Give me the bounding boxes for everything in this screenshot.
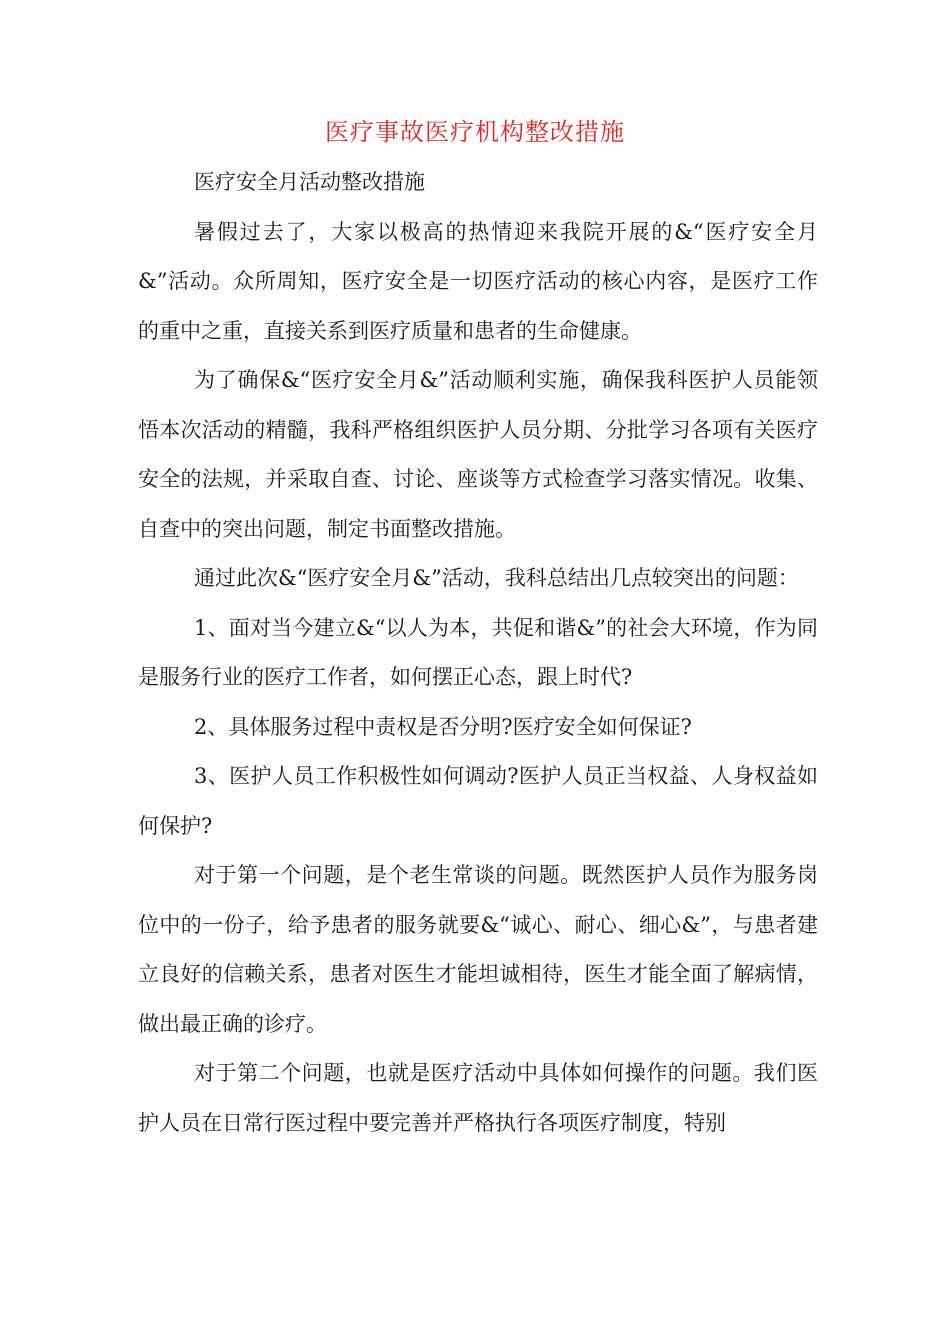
body-paragraph: 为了确保&“医疗安全月&”活动顺利实施，确保我科医护人员能领悟本次活动的精髓，我科严格组织医护人员分期、分批学习各项有关医疗安全的法规，并采取自查、讨论、座谈等方式检查学习落实情况。收集、自查中的突出问题，制定书面整改措施。 xyxy=(138,368,818,541)
body-paragraph-subtitle: 医疗安全月活动整改措施 xyxy=(194,170,425,194)
body-paragraph-item-2: 2、具体服务过程中责权是否分明?医疗安全如何保证? xyxy=(194,714,692,739)
body-paragraph: 通过此次&“医疗安全月&”活动，我科总结出几点较突出的问题： xyxy=(194,566,799,590)
body-paragraph-item-3: 3、医护人员工作积极性如何调动?医护人员正当权益、人身权益如何保护? xyxy=(138,764,818,838)
body-paragraph: 暑假过去了，大家以极高的热情迎来我院开展的&“医疗安全月&”活动。众所周知，医疗安全是一切医疗活动的核心内容，是医疗工作的重中之重，直接关系到医疗质量和患者的生命健康。 xyxy=(138,219,818,343)
document-body xyxy=(138,158,818,1148)
document-title: 医疗事故医疗机构整改措施 xyxy=(325,118,625,146)
body-paragraph: 对于第一个问题，是个老生常谈的问题。既然医护人员作为服务岗位中的一份子，给予患者的服务就要&“诚心、耐心、细心&”，与患者建立良好的信赖关系，患者对医生才能坦诚相待，医生才能全面了解病情，做出最正确的诊疗。 xyxy=(138,863,818,1036)
body-paragraph-item-1: 1、面对当今建立&“以人为本，共促和谐&”的社会大环境，作为同是服务行业的医疗工作者，如何摆正心态，跟上时代? xyxy=(138,615,818,689)
body-paragraph: 对于第二个问题，也就是医疗活动中具体如何操作的问题。我们医护人员在日常行医过程中要完善并严格执行各项医疗制度，特别 xyxy=(138,1061,818,1135)
